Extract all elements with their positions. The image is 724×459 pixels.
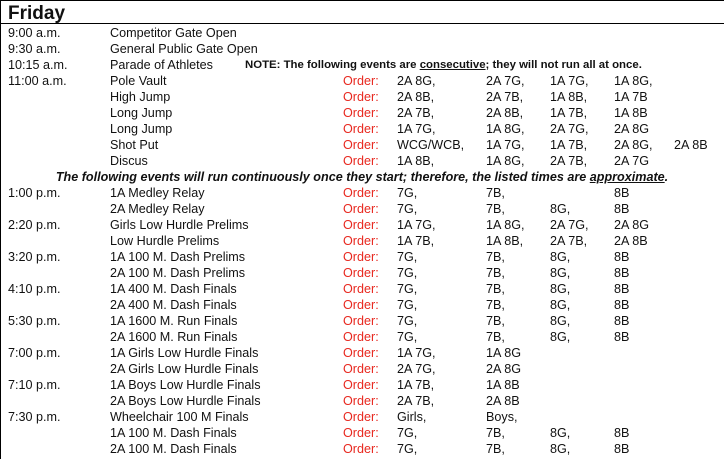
banner-text-after: . xyxy=(664,170,669,184)
heat-code: 7B, xyxy=(486,202,505,216)
banner-emphasis: approximate xyxy=(589,170,665,184)
heat-code: 8G, xyxy=(550,250,571,264)
time-label: 7:00 p.m. xyxy=(8,346,61,360)
heat-code: Girls, xyxy=(397,410,427,424)
day-title: Friday xyxy=(8,3,66,24)
time-label: 7:30 p.m. xyxy=(8,410,61,424)
heat-code: 7G, xyxy=(397,266,418,280)
heat-code: 1A 7B, xyxy=(397,234,435,248)
heat-code: 8B xyxy=(614,314,630,328)
schedule-row xyxy=(0,185,724,201)
event-name: 1A 1600 M. Run Finals xyxy=(110,314,238,328)
heat-code: 1A 7G, xyxy=(550,74,589,88)
schedule-row xyxy=(0,425,724,441)
order-label: Order: xyxy=(343,138,379,152)
banner-text-before: The following events will run continuously once they start; therefore, the listed times are xyxy=(55,170,590,184)
heat-code: 8B xyxy=(614,282,630,296)
schedule-row xyxy=(0,329,724,345)
heat-code: 2A 7B, xyxy=(550,234,588,248)
heat-code: 7B, xyxy=(486,330,505,344)
order-label: Order: xyxy=(343,202,379,216)
heat-code: 2A 8B, xyxy=(486,106,524,120)
order-label: Order: xyxy=(343,282,379,296)
order-label: Order: xyxy=(343,426,379,440)
schedule-row xyxy=(0,233,724,249)
heat-code: WCG/WCB, xyxy=(397,138,465,152)
heat-code: 2A 8B xyxy=(486,394,520,408)
order-label: Order: xyxy=(343,186,379,200)
heat-code: 2A 7G, xyxy=(397,362,436,376)
heat-code: 7G, xyxy=(397,442,418,456)
schedule-row xyxy=(0,105,724,121)
time-label: 10:15 a.m. xyxy=(8,58,68,72)
time-label: 4:10 p.m. xyxy=(8,282,61,296)
heat-code: 1A 8B, xyxy=(397,154,435,168)
heat-code: 7G, xyxy=(397,330,418,344)
heat-code: 2A 8G xyxy=(486,362,522,376)
note-text-before: NOTE: The following events are xyxy=(245,59,420,71)
event-name: 1A Girls Low Hurdle Finals xyxy=(110,346,259,360)
order-label: Order: xyxy=(343,410,379,424)
consecutive-note xyxy=(245,57,642,73)
top-border xyxy=(0,0,724,1)
schedule-row xyxy=(0,89,724,105)
event-name: Parade of Athletes xyxy=(110,58,213,72)
heat-code: 8G, xyxy=(550,202,571,216)
schedule-row xyxy=(0,137,724,153)
heat-code: 2A 7B, xyxy=(550,154,588,168)
heat-code: 8G, xyxy=(550,442,571,456)
heat-code: 1A 8B xyxy=(486,378,520,392)
schedule-row xyxy=(0,377,724,393)
schedule-row xyxy=(0,361,724,377)
heat-code: 1A 8G, xyxy=(486,122,525,136)
order-label: Order: xyxy=(343,330,379,344)
schedule-row xyxy=(0,409,724,425)
heat-code: 1A 8B, xyxy=(550,90,588,104)
heat-code: 8B xyxy=(614,202,630,216)
heat-code: 2A 7G, xyxy=(550,122,589,136)
heat-code: 8B xyxy=(614,298,630,312)
event-name: 2A Boys Low Hurdle Finals xyxy=(110,394,261,408)
event-name: 1A 100 M. Dash Prelims xyxy=(110,250,246,264)
heat-code: Boys, xyxy=(486,410,518,424)
heat-code: 8G, xyxy=(550,266,571,280)
order-label: Order: xyxy=(343,90,379,104)
heat-code: 7B, xyxy=(486,442,505,456)
order-label: Order: xyxy=(343,346,379,360)
heat-code: 8B xyxy=(614,186,630,200)
schedule-row xyxy=(0,25,724,41)
heat-code: 8B xyxy=(614,330,630,344)
event-name: Shot Put xyxy=(110,138,159,152)
heat-code: 2A 8G xyxy=(614,218,650,232)
order-label: Order: xyxy=(343,378,379,392)
schedule-row xyxy=(0,393,724,409)
heat-code: 2A 8B xyxy=(614,234,648,248)
heat-code: 2A 8G xyxy=(614,122,650,136)
order-label: Order: xyxy=(343,74,379,88)
heat-code: 1A 7G, xyxy=(397,346,436,360)
heat-code: 7B, xyxy=(486,186,505,200)
event-name: 2A 100 M. Dash Prelims xyxy=(110,266,246,280)
heat-code: 8G, xyxy=(550,314,571,328)
heat-code: 7B, xyxy=(486,426,505,440)
schedule-row xyxy=(0,41,724,57)
event-name: Long Jump xyxy=(110,106,173,120)
parade-row xyxy=(0,57,724,73)
time-label: 9:00 a.m. xyxy=(8,26,61,40)
heat-code: 7G, xyxy=(397,298,418,312)
heat-code: 1A 8G, xyxy=(614,74,653,88)
heat-code: 7B, xyxy=(486,250,505,264)
heat-code: 1A 7B, xyxy=(397,378,435,392)
heat-code: 1A 8B, xyxy=(486,234,524,248)
heat-code: 8G, xyxy=(550,298,571,312)
heat-code: 2A 7G, xyxy=(550,218,589,232)
heat-code: 7G, xyxy=(397,282,418,296)
event-name: 2A 1600 M. Run Finals xyxy=(110,330,238,344)
time-label: 2:20 p.m. xyxy=(8,218,61,232)
heat-code: 7B, xyxy=(486,298,505,312)
schedule-row xyxy=(0,217,724,233)
event-name: High Jump xyxy=(110,90,171,104)
heat-code: 7B, xyxy=(486,282,505,296)
heat-code: 7G, xyxy=(397,186,418,200)
heat-code: 8B xyxy=(614,250,630,264)
schedule-row xyxy=(0,121,724,137)
time-label: 3:20 p.m. xyxy=(8,250,61,264)
heat-code: 7G, xyxy=(397,426,418,440)
schedule-row xyxy=(0,249,724,265)
heat-code: 2A 8G, xyxy=(397,74,436,88)
heat-code: 1A 7B xyxy=(614,90,648,104)
title-divider xyxy=(0,23,724,24)
heat-code: 8B xyxy=(614,442,630,456)
order-label: Order: xyxy=(343,234,379,248)
schedule-row xyxy=(0,201,724,217)
order-label: Order: xyxy=(343,442,379,456)
event-name: 2A 400 M. Dash Finals xyxy=(110,298,237,312)
heat-code: 1A 7G, xyxy=(397,218,436,232)
event-name: Long Jump xyxy=(110,122,173,136)
event-name: 1A 100 M. Dash Finals xyxy=(110,426,237,440)
heat-code: 8G, xyxy=(550,426,571,440)
heat-code: 7G, xyxy=(397,250,418,264)
event-name: Low Hurdle Prelims xyxy=(110,234,220,248)
event-name: Pole Vault xyxy=(110,74,167,88)
heat-code: 1A 7B, xyxy=(550,138,588,152)
order-label: Order: xyxy=(343,250,379,264)
order-label: Order: xyxy=(343,122,379,136)
heat-code: 8B xyxy=(614,426,630,440)
heat-code: 8G, xyxy=(550,330,571,344)
heat-code: 1A 7G, xyxy=(486,138,525,152)
heat-code: 1A 7B, xyxy=(550,106,588,120)
heat-code: 2A 8B xyxy=(674,138,708,152)
event-name: 2A Girls Low Hurdle Finals xyxy=(110,362,259,376)
schedule-row xyxy=(0,441,724,457)
order-label: Order: xyxy=(343,394,379,408)
heat-code: 2A 7B, xyxy=(397,394,435,408)
heat-code: 7B, xyxy=(486,266,505,280)
event-name: 2A 100 M. Dash Finals xyxy=(110,442,237,456)
schedule-row xyxy=(0,281,724,297)
event-name: General Public Gate Open xyxy=(110,42,258,56)
heat-code: 8G, xyxy=(550,282,571,296)
heat-code: 2A 7B, xyxy=(486,90,524,104)
event-name: Discus xyxy=(110,154,148,168)
heat-code: 2A 7G xyxy=(614,154,650,168)
heat-code: 1A 8G, xyxy=(486,154,525,168)
time-label: 7:10 p.m. xyxy=(8,378,61,392)
schedule-row xyxy=(0,297,724,313)
order-label: Order: xyxy=(343,106,379,120)
heat-code: 7B, xyxy=(486,314,505,328)
heat-code: 1A 7G, xyxy=(397,122,436,136)
schedule-row xyxy=(0,313,724,329)
heat-code: 1A 8B xyxy=(614,106,648,120)
event-name: Girls Low Hurdle Prelims xyxy=(110,218,249,232)
heat-code: 8B xyxy=(614,266,630,280)
schedule-row xyxy=(0,345,724,361)
order-label: Order: xyxy=(343,154,379,168)
order-label: Order: xyxy=(343,298,379,312)
event-name: 1A Medley Relay xyxy=(110,186,205,200)
event-name: 2A Medley Relay xyxy=(110,202,205,216)
event-name: Wheelchair 100 M Finals xyxy=(110,410,249,424)
heat-code: 1A 8G xyxy=(486,346,522,360)
schedule-row xyxy=(0,153,724,169)
event-name: 1A Boys Low Hurdle Finals xyxy=(110,378,261,392)
event-name: 1A 400 M. Dash Finals xyxy=(110,282,237,296)
event-name: Competitor Gate Open xyxy=(110,26,237,40)
time-label: 5:30 p.m. xyxy=(8,314,61,328)
schedule-row xyxy=(0,265,724,281)
order-label: Order: xyxy=(343,314,379,328)
time-label: 11:00 a.m. xyxy=(8,74,67,88)
heat-code: 2A 7G, xyxy=(486,74,525,88)
note-text-after: ; they will not run all at once. xyxy=(485,59,642,71)
heat-code: 7G, xyxy=(397,202,418,216)
order-label: Order: xyxy=(343,266,379,280)
heat-code: 2A 8B, xyxy=(397,90,435,104)
order-label: Order: xyxy=(343,218,379,232)
order-label: Order: xyxy=(343,362,379,376)
approximate-times-banner xyxy=(0,169,724,185)
time-label: 9:30 a.m. xyxy=(8,42,61,56)
heat-code: 7G, xyxy=(397,314,418,328)
time-label: 1:00 p.m. xyxy=(8,186,61,200)
note-emphasis: consecutive xyxy=(419,59,486,71)
heat-code: 2A 7B, xyxy=(397,106,435,120)
schedule-row xyxy=(0,73,724,89)
heat-code: 2A 8G, xyxy=(614,138,653,152)
heat-code: 1A 8G, xyxy=(486,218,525,232)
